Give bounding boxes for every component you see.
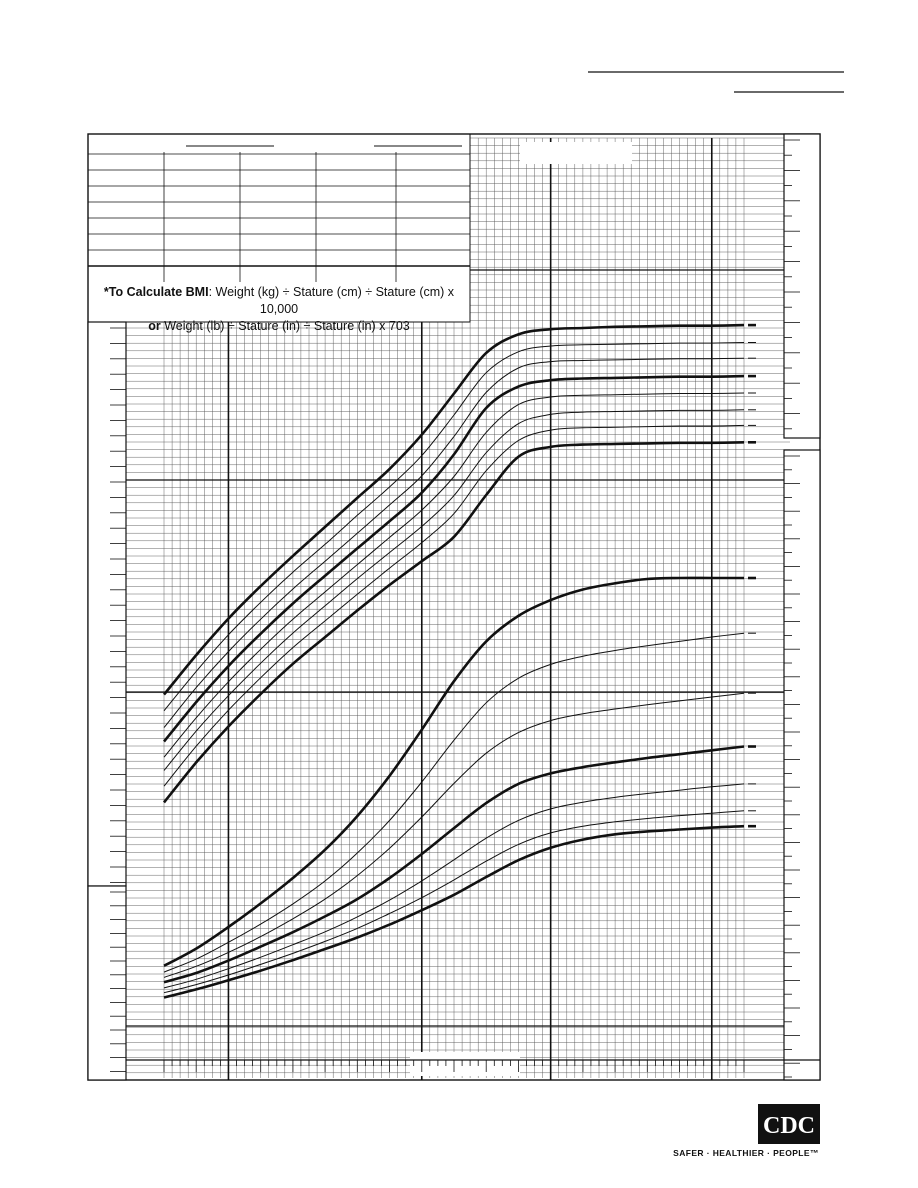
label-box bbox=[520, 142, 632, 164]
chart-frame bbox=[88, 72, 844, 1080]
bmi-note-imperial: Weight (lb) ÷ Stature (in) ÷ Stature (in) x 703 bbox=[160, 319, 410, 333]
cdc-logo bbox=[758, 1104, 820, 1144]
left-scale-bottom bbox=[88, 886, 126, 1080]
bmi-note-lead: *To Calculate BMI bbox=[103, 285, 209, 299]
left-scale-top bbox=[88, 322, 126, 886]
cdc-tagline: SAFER · HEALTHIER · PEOPLE™ bbox=[673, 1148, 819, 1158]
right-scale-top bbox=[784, 134, 820, 438]
bmi-note-or: or bbox=[148, 319, 161, 333]
right-scale-bottom bbox=[784, 450, 820, 1080]
cdc-logo-text: CDC bbox=[763, 1113, 815, 1139]
label-box bbox=[410, 1052, 520, 1076]
bmi-formula-note bbox=[88, 284, 470, 335]
bmi-note-metric: : Weight (kg) ÷ Stature (cm) ÷ Stature (cm) x 10,000 bbox=[208, 285, 455, 316]
